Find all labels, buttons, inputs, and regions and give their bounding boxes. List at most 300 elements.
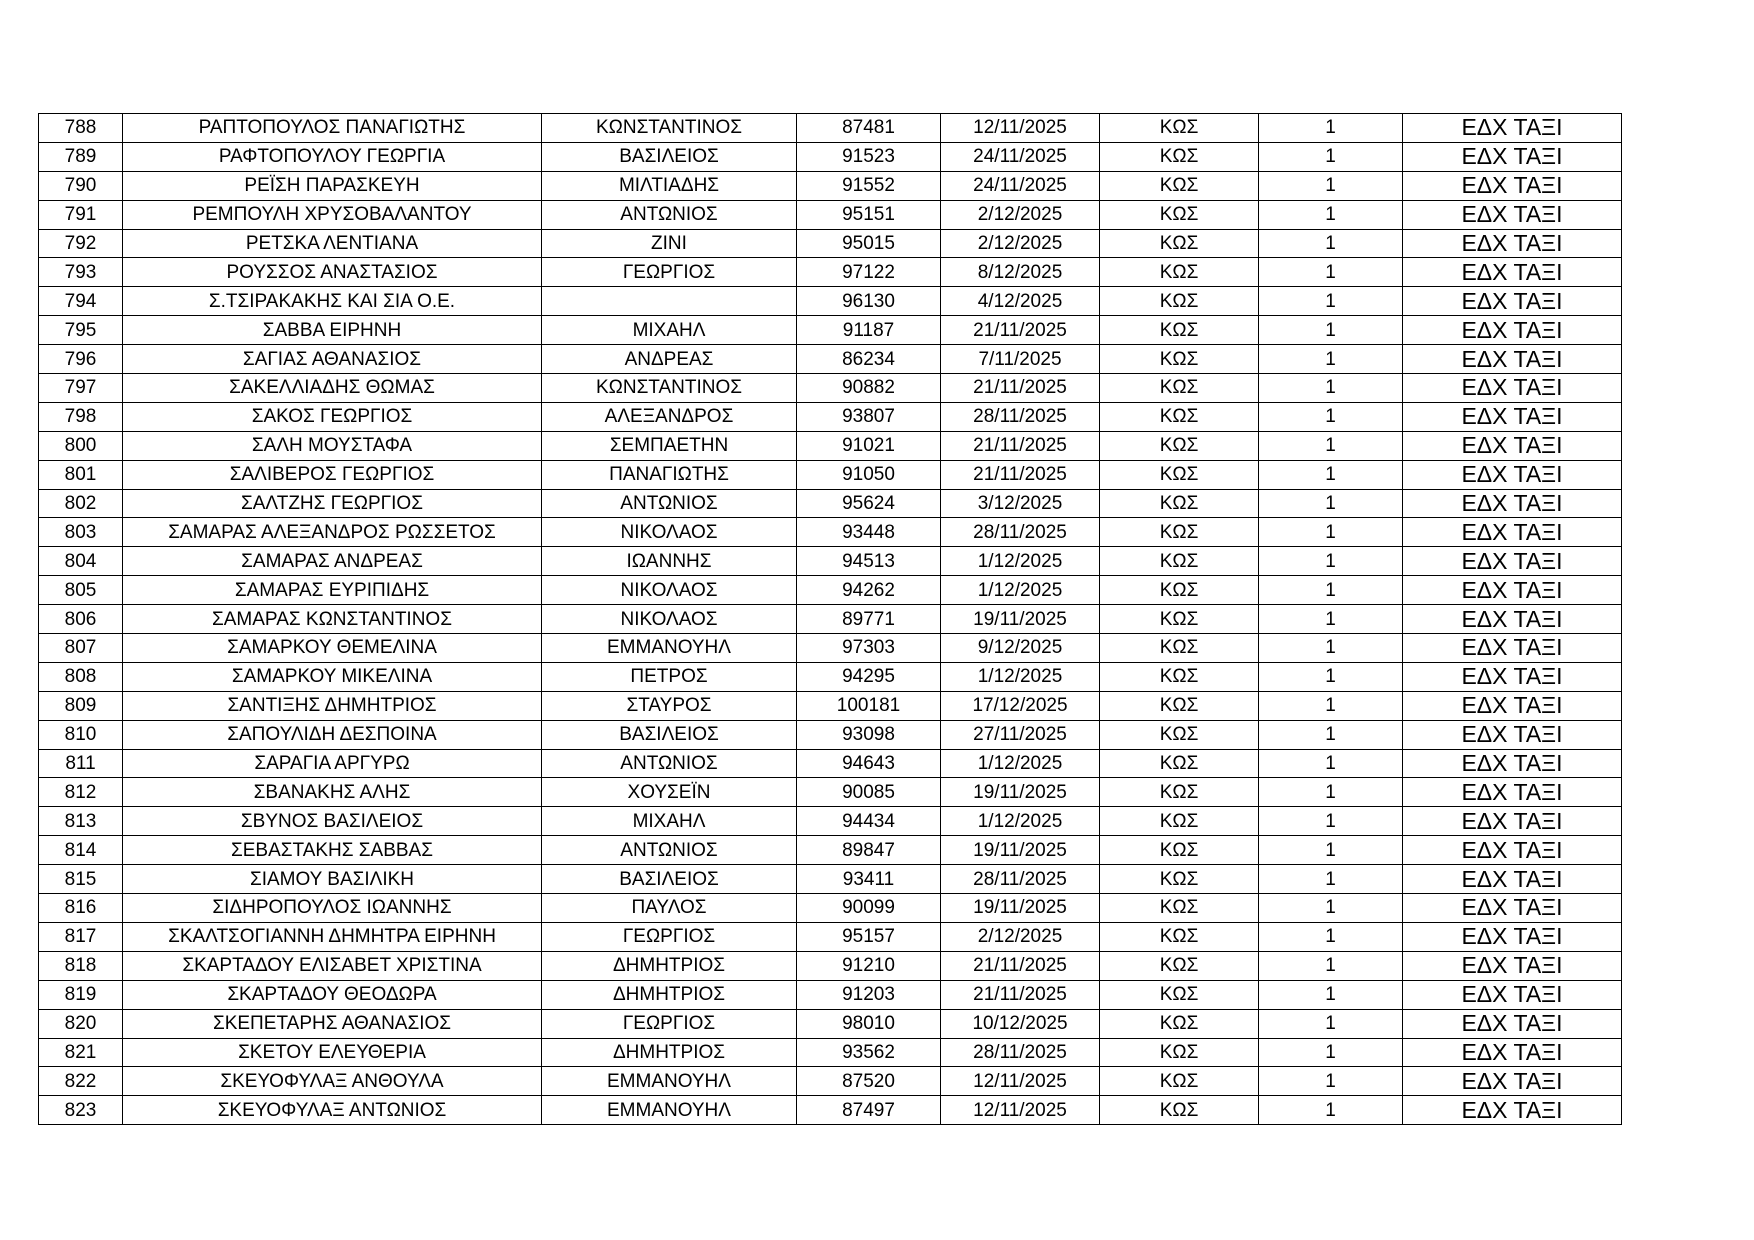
category-cell: ΕΔΧ ΤΑΞΙ (1403, 547, 1622, 576)
category-cell: ΕΔΧ ΤΑΞΙ (1403, 980, 1622, 1009)
island-cell: ΚΩΣ (1100, 171, 1259, 200)
island-cell: ΚΩΣ (1100, 200, 1259, 229)
father-name-cell: ΣΤΑΥΡΟΣ (542, 691, 797, 720)
island-cell: ΚΩΣ (1100, 229, 1259, 258)
date-cell: 17/12/2025 (941, 691, 1100, 720)
date-cell: 1/12/2025 (941, 807, 1100, 836)
row-number-cell: 816 (39, 894, 123, 923)
name-cell: ΣΑΒΒΑ ΕΙΡΗΝΗ (123, 316, 542, 345)
island-cell: ΚΩΣ (1100, 951, 1259, 980)
island-cell: ΚΩΣ (1100, 1009, 1259, 1038)
count-cell: 1 (1259, 778, 1403, 807)
protocol-number-cell: 95015 (797, 229, 941, 258)
row-number-cell: 804 (39, 547, 123, 576)
category-cell: ΕΔΧ ΤΑΞΙ (1403, 605, 1622, 634)
father-name-cell: ΒΑΣΙΛΕΙΟΣ (542, 142, 797, 171)
table-row (39, 836, 1622, 865)
date-cell: 2/12/2025 (941, 229, 1100, 258)
island-cell: ΚΩΣ (1100, 634, 1259, 663)
category-cell: ΕΔΧ ΤΑΞΙ (1403, 229, 1622, 258)
father-name-cell: ΑΝΤΩΝΙΟΣ (542, 749, 797, 778)
category-cell: ΕΔΧ ΤΑΞΙ (1403, 518, 1622, 547)
table-row (39, 662, 1622, 691)
name-cell: ΣΑΛΤΖΗΣ ΓΕΩΡΓΙΟΣ (123, 489, 542, 518)
island-cell: ΚΩΣ (1100, 345, 1259, 374)
table-row (39, 345, 1622, 374)
date-cell: 12/11/2025 (941, 1096, 1100, 1125)
father-name-cell: ΠΑΥΛΟΣ (542, 894, 797, 923)
count-cell: 1 (1259, 518, 1403, 547)
row-number-cell: 794 (39, 287, 123, 316)
count-cell: 1 (1259, 807, 1403, 836)
protocol-number-cell: 87481 (797, 114, 941, 143)
count-cell: 1 (1259, 489, 1403, 518)
count-cell: 1 (1259, 460, 1403, 489)
category-cell: ΕΔΧ ΤΑΞΙ (1403, 114, 1622, 143)
father-name-cell: ΚΩΝΣΤΑΝΤΙΝΟΣ (542, 374, 797, 403)
date-cell: 1/12/2025 (941, 749, 1100, 778)
date-cell: 2/12/2025 (941, 200, 1100, 229)
protocol-number-cell: 87497 (797, 1096, 941, 1125)
father-name-cell: ΖΙΝΙ (542, 229, 797, 258)
count-cell: 1 (1259, 287, 1403, 316)
protocol-number-cell: 98010 (797, 1009, 941, 1038)
father-name-cell: ΧΟΥΣΕΪΝ (542, 778, 797, 807)
category-cell: ΕΔΧ ΤΑΞΙ (1403, 749, 1622, 778)
row-number-cell: 815 (39, 865, 123, 894)
category-cell: ΕΔΧ ΤΑΞΙ (1403, 807, 1622, 836)
island-cell: ΚΩΣ (1100, 691, 1259, 720)
table-row (39, 316, 1622, 345)
father-name-cell: ΔΗΜΗΤΡΙΟΣ (542, 980, 797, 1009)
island-cell: ΚΩΣ (1100, 258, 1259, 287)
protocol-number-cell: 95157 (797, 922, 941, 951)
name-cell: Σ.ΤΣΙΡΑΚΑΚΗΣ ΚΑΙ ΣΙΑ Ο.Ε. (123, 287, 542, 316)
protocol-number-cell: 94434 (797, 807, 941, 836)
table-row (39, 1096, 1622, 1125)
category-cell: ΕΔΧ ΤΑΞΙ (1403, 1096, 1622, 1125)
count-cell: 1 (1259, 374, 1403, 403)
table-row (39, 980, 1622, 1009)
table-row (39, 518, 1622, 547)
date-cell: 19/11/2025 (941, 836, 1100, 865)
father-name-cell: ΕΜΜΑΝΟΥΗΛ (542, 1096, 797, 1125)
count-cell: 1 (1259, 951, 1403, 980)
date-cell: 27/11/2025 (941, 720, 1100, 749)
protocol-number-cell: 100181 (797, 691, 941, 720)
name-cell: ΣΚΑΡΤΑΔΟΥ ΘΕΟΔΩΡΑ (123, 980, 542, 1009)
island-cell: ΚΩΣ (1100, 431, 1259, 460)
count-cell: 1 (1259, 576, 1403, 605)
count-cell: 1 (1259, 836, 1403, 865)
table-row (39, 691, 1622, 720)
count-cell: 1 (1259, 749, 1403, 778)
father-name-cell: ΓΕΩΡΓΙΟΣ (542, 1009, 797, 1038)
name-cell: ΡΑΠΤΟΠΟΥΛΟΣ ΠΑΝΑΓΙΩΤΗΣ (123, 114, 542, 143)
count-cell: 1 (1259, 894, 1403, 923)
date-cell: 2/12/2025 (941, 922, 1100, 951)
count-cell: 1 (1259, 258, 1403, 287)
date-cell: 12/11/2025 (941, 114, 1100, 143)
category-cell: ΕΔΧ ΤΑΞΙ (1403, 316, 1622, 345)
category-cell: ΕΔΧ ΤΑΞΙ (1403, 1067, 1622, 1096)
name-cell: ΣΚΕΥΟΦΥΛΑΞ ΑΝΤΩΝΙΟΣ (123, 1096, 542, 1125)
date-cell: 19/11/2025 (941, 605, 1100, 634)
father-name-cell: ΔΗΜΗΤΡΙΟΣ (542, 951, 797, 980)
father-name-cell: ΒΑΣΙΛΕΙΟΣ (542, 865, 797, 894)
protocol-number-cell: 93098 (797, 720, 941, 749)
row-number-cell: 805 (39, 576, 123, 605)
count-cell: 1 (1259, 662, 1403, 691)
category-cell: ΕΔΧ ΤΑΞΙ (1403, 894, 1622, 923)
count-cell: 1 (1259, 229, 1403, 258)
count-cell: 1 (1259, 1038, 1403, 1067)
father-name-cell: ΜΙΧΑΗΛ (542, 316, 797, 345)
table-row (39, 865, 1622, 894)
category-cell: ΕΔΧ ΤΑΞΙ (1403, 374, 1622, 403)
father-name-cell: ΑΝΤΩΝΙΟΣ (542, 200, 797, 229)
row-number-cell: 812 (39, 778, 123, 807)
count-cell: 1 (1259, 922, 1403, 951)
date-cell: 24/11/2025 (941, 142, 1100, 171)
count-cell: 1 (1259, 345, 1403, 374)
date-cell: 28/11/2025 (941, 1038, 1100, 1067)
table-row (39, 258, 1622, 287)
protocol-number-cell: 97303 (797, 634, 941, 663)
name-cell: ΣΚΑΡΤΑΔΟΥ ΕΛΙΣΑΒΕΤ ΧΡΙΣΤΙΝΑ (123, 951, 542, 980)
table-row (39, 922, 1622, 951)
name-cell: ΣΑΜΑΡΚΟΥ ΜΙΚΕΛΙΝΑ (123, 662, 542, 691)
category-cell: ΕΔΧ ΤΑΞΙ (1403, 431, 1622, 460)
protocol-number-cell: 93807 (797, 402, 941, 431)
row-number-cell: 800 (39, 431, 123, 460)
date-cell: 19/11/2025 (941, 894, 1100, 923)
island-cell: ΚΩΣ (1100, 576, 1259, 605)
name-cell: ΣΑΠΟΥΛΙΔΗ ΔΕΣΠΟΙΝΑ (123, 720, 542, 749)
date-cell: 21/11/2025 (941, 374, 1100, 403)
father-name-cell: ΙΩΑΝΝΗΣ (542, 547, 797, 576)
count-cell: 1 (1259, 1096, 1403, 1125)
protocol-number-cell: 90085 (797, 778, 941, 807)
island-cell: ΚΩΣ (1100, 402, 1259, 431)
category-cell: ΕΔΧ ΤΑΞΙ (1403, 1038, 1622, 1067)
table-row (39, 1038, 1622, 1067)
table-row (39, 807, 1622, 836)
table-row (39, 894, 1622, 923)
island-cell: ΚΩΣ (1100, 865, 1259, 894)
count-cell: 1 (1259, 431, 1403, 460)
date-cell: 28/11/2025 (941, 518, 1100, 547)
count-cell: 1 (1259, 980, 1403, 1009)
row-number-cell: 822 (39, 1067, 123, 1096)
protocol-number-cell: 93411 (797, 865, 941, 894)
name-cell: ΣΑΛΗ ΜΟΥΣΤΑΦΑ (123, 431, 542, 460)
row-number-cell: 807 (39, 634, 123, 663)
date-cell: 8/12/2025 (941, 258, 1100, 287)
name-cell: ΡΕΤΣΚΑ ΛΕΝΤΙΑΝΑ (123, 229, 542, 258)
island-cell: ΚΩΣ (1100, 980, 1259, 1009)
name-cell: ΣΒΥΝΟΣ ΒΑΣΙΛΕΙΟΣ (123, 807, 542, 836)
island-cell: ΚΩΣ (1100, 460, 1259, 489)
category-cell: ΕΔΧ ΤΑΞΙ (1403, 1009, 1622, 1038)
table-row (39, 287, 1622, 316)
protocol-number-cell: 86234 (797, 345, 941, 374)
count-cell: 1 (1259, 547, 1403, 576)
protocol-number-cell: 94262 (797, 576, 941, 605)
name-cell: ΣΑΜΑΡΚΟΥ ΘΕΜΕΛΙΝΑ (123, 634, 542, 663)
name-cell: ΣΑΓΙΑΣ ΑΘΑΝΑΣΙΟΣ (123, 345, 542, 374)
row-number-cell: 801 (39, 460, 123, 489)
category-cell: ΕΔΧ ΤΑΞΙ (1403, 142, 1622, 171)
table-row (39, 374, 1622, 403)
category-cell: ΕΔΧ ΤΑΞΙ (1403, 287, 1622, 316)
table-row (39, 229, 1622, 258)
row-number-cell: 793 (39, 258, 123, 287)
category-cell: ΕΔΧ ΤΑΞΙ (1403, 778, 1622, 807)
count-cell: 1 (1259, 316, 1403, 345)
count-cell: 1 (1259, 1067, 1403, 1096)
date-cell: 21/11/2025 (941, 980, 1100, 1009)
protocol-number-cell: 94513 (797, 547, 941, 576)
row-number-cell: 797 (39, 374, 123, 403)
date-cell: 21/11/2025 (941, 316, 1100, 345)
row-number-cell: 802 (39, 489, 123, 518)
category-cell: ΕΔΧ ΤΑΞΙ (1403, 345, 1622, 374)
table-row (39, 402, 1622, 431)
name-cell: ΣΑΚΟΣ ΓΕΩΡΓΙΟΣ (123, 402, 542, 431)
protocol-number-cell: 90882 (797, 374, 941, 403)
row-number-cell: 818 (39, 951, 123, 980)
category-cell: ΕΔΧ ΤΑΞΙ (1403, 634, 1622, 663)
father-name-cell: ΣΕΜΠΑΕΤΗΝ (542, 431, 797, 460)
protocol-number-cell: 95624 (797, 489, 941, 518)
name-cell: ΣΚΕΠΕΤΑΡΗΣ ΑΘΑΝΑΣΙΟΣ (123, 1009, 542, 1038)
name-cell: ΣΑΡΑΓΙΑ ΑΡΓΥΡΩ (123, 749, 542, 778)
count-cell: 1 (1259, 605, 1403, 634)
row-number-cell: 803 (39, 518, 123, 547)
name-cell: ΣΙΑΜΟΥ ΒΑΣΙΛΙΚΗ (123, 865, 542, 894)
father-name-cell: ΕΜΜΑΝΟΥΗΛ (542, 1067, 797, 1096)
date-cell: 21/11/2025 (941, 951, 1100, 980)
protocol-number-cell: 91050 (797, 460, 941, 489)
protocol-number-cell: 91203 (797, 980, 941, 1009)
category-cell: ΕΔΧ ΤΑΞΙ (1403, 489, 1622, 518)
row-number-cell: 817 (39, 922, 123, 951)
count-cell: 1 (1259, 114, 1403, 143)
island-cell: ΚΩΣ (1100, 374, 1259, 403)
date-cell: 28/11/2025 (941, 402, 1100, 431)
protocol-number-cell: 94643 (797, 749, 941, 778)
date-cell: 21/11/2025 (941, 460, 1100, 489)
row-number-cell: 814 (39, 836, 123, 865)
count-cell: 1 (1259, 691, 1403, 720)
count-cell: 1 (1259, 720, 1403, 749)
row-number-cell: 790 (39, 171, 123, 200)
name-cell: ΣΑΜΑΡΑΣ ΕΥΡΙΠΙΔΗΣ (123, 576, 542, 605)
row-number-cell: 810 (39, 720, 123, 749)
name-cell: ΡΕΪΣΗ ΠΑΡΑΣΚΕΥΗ (123, 171, 542, 200)
table-row (39, 1009, 1622, 1038)
protocol-number-cell: 94295 (797, 662, 941, 691)
father-name-cell: ΜΙΛΤΙΑΔΗΣ (542, 171, 797, 200)
table-row (39, 547, 1622, 576)
table-row (39, 171, 1622, 200)
category-cell: ΕΔΧ ΤΑΞΙ (1403, 836, 1622, 865)
island-cell: ΚΩΣ (1100, 1038, 1259, 1067)
row-number-cell: 791 (39, 200, 123, 229)
protocol-number-cell: 97122 (797, 258, 941, 287)
table-row (39, 634, 1622, 663)
protocol-number-cell: 90099 (797, 894, 941, 923)
row-number-cell: 796 (39, 345, 123, 374)
protocol-number-cell: 91210 (797, 951, 941, 980)
father-name-cell: ΜΙΧΑΗΛ (542, 807, 797, 836)
father-name-cell: ΓΕΩΡΓΙΟΣ (542, 922, 797, 951)
island-cell: ΚΩΣ (1100, 922, 1259, 951)
protocol-number-cell: 89847 (797, 836, 941, 865)
protocol-number-cell: 91187 (797, 316, 941, 345)
row-number-cell: 820 (39, 1009, 123, 1038)
date-cell: 1/12/2025 (941, 576, 1100, 605)
table-row (39, 778, 1622, 807)
row-number-cell: 798 (39, 402, 123, 431)
row-number-cell: 819 (39, 980, 123, 1009)
island-cell: ΚΩΣ (1100, 1067, 1259, 1096)
protocol-number-cell: 96130 (797, 287, 941, 316)
father-name-cell: ΔΗΜΗΤΡΙΟΣ (542, 1038, 797, 1067)
name-cell: ΣΒΑΝΑΚΗΣ ΑΛΗΣ (123, 778, 542, 807)
protocol-number-cell: 93448 (797, 518, 941, 547)
name-cell: ΣΑΜΑΡΑΣ ΑΝΔΡΕΑΣ (123, 547, 542, 576)
records-table (38, 113, 1622, 1125)
father-name-cell: ΝΙΚΟΛΑΟΣ (542, 605, 797, 634)
row-number-cell: 792 (39, 229, 123, 258)
protocol-number-cell: 91552 (797, 171, 941, 200)
father-name-cell: ΓΕΩΡΓΙΟΣ (542, 258, 797, 287)
row-number-cell: 823 (39, 1096, 123, 1125)
father-name-cell: ΑΝΤΩΝΙΟΣ (542, 836, 797, 865)
table-row (39, 460, 1622, 489)
island-cell: ΚΩΣ (1100, 316, 1259, 345)
date-cell: 3/12/2025 (941, 489, 1100, 518)
father-name-cell: ΝΙΚΟΛΑΟΣ (542, 518, 797, 547)
name-cell: ΣΙΔΗΡΟΠΟΥΛΟΣ ΙΩΑΝΝΗΣ (123, 894, 542, 923)
category-cell: ΕΔΧ ΤΑΞΙ (1403, 171, 1622, 200)
date-cell: 24/11/2025 (941, 171, 1100, 200)
island-cell: ΚΩΣ (1100, 114, 1259, 143)
date-cell: 12/11/2025 (941, 1067, 1100, 1096)
category-cell: ΕΔΧ ΤΑΞΙ (1403, 662, 1622, 691)
father-name-cell: ΚΩΝΣΤΑΝΤΙΝΟΣ (542, 114, 797, 143)
count-cell: 1 (1259, 142, 1403, 171)
protocol-number-cell: 93562 (797, 1038, 941, 1067)
name-cell: ΣΑΝΤΙΞΗΣ ΔΗΜΗΤΡΙΟΣ (123, 691, 542, 720)
date-cell: 10/12/2025 (941, 1009, 1100, 1038)
protocol-number-cell: 91523 (797, 142, 941, 171)
category-cell: ΕΔΧ ΤΑΞΙ (1403, 200, 1622, 229)
protocol-number-cell: 87520 (797, 1067, 941, 1096)
name-cell: ΣΑΜΑΡΑΣ ΑΛΕΞΑΝΔΡΟΣ ΡΩΣΣΕΤΟΣ (123, 518, 542, 547)
table-row (39, 1067, 1622, 1096)
island-cell: ΚΩΣ (1100, 836, 1259, 865)
date-cell: 19/11/2025 (941, 778, 1100, 807)
island-cell: ΚΩΣ (1100, 662, 1259, 691)
island-cell: ΚΩΣ (1100, 547, 1259, 576)
father-name-cell: ΠΕΤΡΟΣ (542, 662, 797, 691)
row-number-cell: 809 (39, 691, 123, 720)
island-cell: ΚΩΣ (1100, 287, 1259, 316)
row-number-cell: 806 (39, 605, 123, 634)
row-number-cell: 811 (39, 749, 123, 778)
name-cell: ΣΑΜΑΡΑΣ ΚΩΝΣΤΑΝΤΙΝΟΣ (123, 605, 542, 634)
protocol-number-cell: 91021 (797, 431, 941, 460)
protocol-number-cell: 95151 (797, 200, 941, 229)
father-name-cell: ΠΑΝΑΓΙΩΤΗΣ (542, 460, 797, 489)
island-cell: ΚΩΣ (1100, 894, 1259, 923)
date-cell: 4/12/2025 (941, 287, 1100, 316)
island-cell: ΚΩΣ (1100, 142, 1259, 171)
father-name-cell (542, 287, 797, 316)
father-name-cell: ΝΙΚΟΛΑΟΣ (542, 576, 797, 605)
category-cell: ΕΔΧ ΤΑΞΙ (1403, 922, 1622, 951)
category-cell: ΕΔΧ ΤΑΞΙ (1403, 402, 1622, 431)
island-cell: ΚΩΣ (1100, 518, 1259, 547)
name-cell: ΡΕΜΠΟΥΛΗ ΧΡΥΣΟΒΑΛΑΝΤΟΥ (123, 200, 542, 229)
category-cell: ΕΔΧ ΤΑΞΙ (1403, 951, 1622, 980)
island-cell: ΚΩΣ (1100, 720, 1259, 749)
table-row (39, 489, 1622, 518)
island-cell: ΚΩΣ (1100, 489, 1259, 518)
row-number-cell: 808 (39, 662, 123, 691)
name-cell: ΣΚΑΛΤΣΟΓΙΑΝΝΗ ΔΗΜΗΤΡΑ ΕΙΡΗΝΗ (123, 922, 542, 951)
category-cell: ΕΔΧ ΤΑΞΙ (1403, 865, 1622, 894)
name-cell: ΣΑΛΙΒΕΡΟΣ ΓΕΩΡΓΙΟΣ (123, 460, 542, 489)
date-cell: 1/12/2025 (941, 662, 1100, 691)
name-cell: ΣΕΒΑΣΤΑΚΗΣ ΣΑΒΒΑΣ (123, 836, 542, 865)
row-number-cell: 789 (39, 142, 123, 171)
count-cell: 1 (1259, 402, 1403, 431)
island-cell: ΚΩΣ (1100, 749, 1259, 778)
row-number-cell: 813 (39, 807, 123, 836)
name-cell: ΣΑΚΕΛΛΙΑΔΗΣ ΘΩΜΑΣ (123, 374, 542, 403)
category-cell: ΕΔΧ ΤΑΞΙ (1403, 691, 1622, 720)
count-cell: 1 (1259, 1009, 1403, 1038)
table-row (39, 200, 1622, 229)
name-cell: ΡΟΥΣΣΟΣ ΑΝΑΣΤΑΣΙΟΣ (123, 258, 542, 287)
island-cell: ΚΩΣ (1100, 1096, 1259, 1125)
table-body (39, 114, 1622, 1125)
father-name-cell: ΑΝΔΡΕΑΣ (542, 345, 797, 374)
category-cell: ΕΔΧ ΤΑΞΙ (1403, 258, 1622, 287)
table-row (39, 142, 1622, 171)
father-name-cell: ΑΛΕΞΑΝΔΡΟΣ (542, 402, 797, 431)
name-cell: ΣΚΕΤΟΥ ΕΛΕΥΘΕΡΙΑ (123, 1038, 542, 1067)
row-number-cell: 821 (39, 1038, 123, 1067)
island-cell: ΚΩΣ (1100, 807, 1259, 836)
date-cell: 28/11/2025 (941, 865, 1100, 894)
category-cell: ΕΔΧ ΤΑΞΙ (1403, 460, 1622, 489)
row-number-cell: 795 (39, 316, 123, 345)
category-cell: ΕΔΧ ΤΑΞΙ (1403, 576, 1622, 605)
father-name-cell: ΕΜΜΑΝΟΥΗΛ (542, 634, 797, 663)
table-row (39, 749, 1622, 778)
date-cell: 21/11/2025 (941, 431, 1100, 460)
table-row (39, 431, 1622, 460)
name-cell: ΡΑΦΤΟΠΟΥΛΟΥ ΓΕΩΡΓΙΑ (123, 142, 542, 171)
name-cell: ΣΚΕΥΟΦΥΛΑΞ ΑΝΘΟΥΛΑ (123, 1067, 542, 1096)
island-cell: ΚΩΣ (1100, 778, 1259, 807)
table-row (39, 951, 1622, 980)
